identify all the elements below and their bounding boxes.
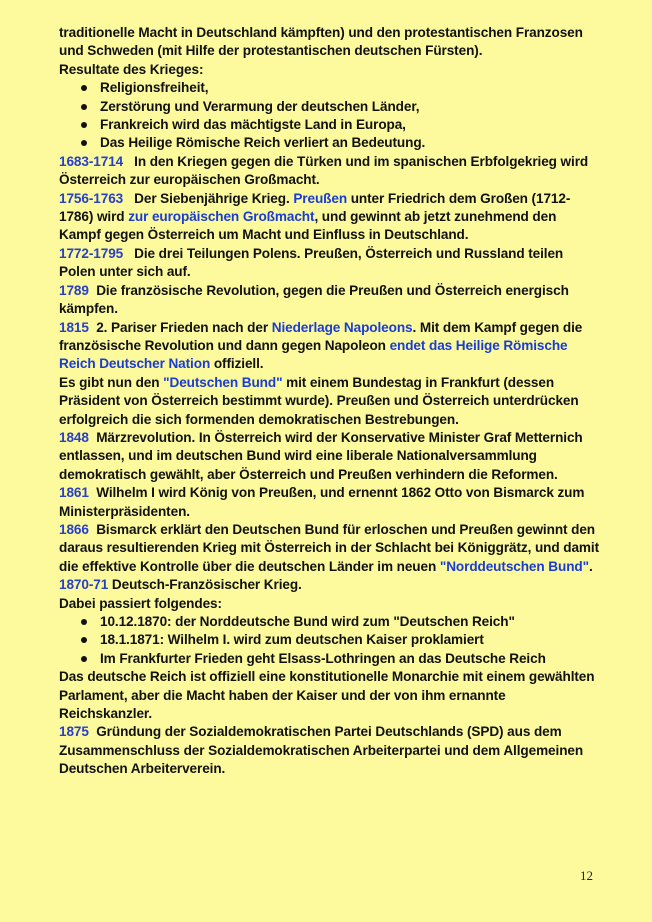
list-item: 10.12.1870: der Norddeutsche Bund wird zum "Deutschen Reich" bbox=[59, 613, 601, 631]
page-number: 12 bbox=[580, 868, 593, 883]
entry-1866: 1866 Bismarck erklärt den Deutschen Bund für erloschen und Preußen gewinnt den daraus resultierenden Krieg mit Österreich in der Schlacht bei Königgrätz, und damit die effektive Kontrolle über die deutschen Länder im neuen "Norddeutschen Bund". bbox=[59, 521, 599, 574]
list-item: Religionsfreiheit, bbox=[59, 79, 601, 97]
link-deutscher-bund[interactable]: "Deutschen Bund" bbox=[163, 374, 283, 390]
deutscher-bund-paragraph: Es gibt nun den "Deutschen Bund" mit einem Bundestag in Frankfurt (dessen Präsident von Österreich bestimmt wurde). Preußen und Österreich unterdrücken erfolgreich die sich formenden demokratischen Bestrebungen. bbox=[59, 374, 579, 427]
list-item: Frankreich wird das mächtigste Land in Europa, bbox=[59, 116, 601, 134]
year-label: 1772-1795 bbox=[59, 245, 124, 261]
year-label: 1683-1714 bbox=[59, 153, 124, 169]
entry-1683: 1683-1714 In den Kriegen gegen die Türken und im spanischen Erbfolgekrieg wird Österreich zur europäischen Großmacht. bbox=[59, 153, 589, 188]
link-norddeutscher-bund[interactable]: "Norddeutschen Bund" bbox=[439, 558, 589, 574]
events-heading: Dabei passiert folgendes: bbox=[59, 595, 222, 611]
list-item: 18.1.1871: Wilhelm I. wird zum deutschen Kaiser proklamiert bbox=[59, 631, 601, 649]
link-niederlage-napoleons[interactable]: Niederlage Napoleons bbox=[271, 319, 413, 335]
results-heading: Resultate des Krieges: bbox=[59, 61, 204, 77]
list-item: Im Frankfurter Frieden geht Elsass-Lothringen an das Deutsche Reich bbox=[59, 650, 601, 668]
intro-paragraph: traditionelle Macht in Deutschland kämpften) und den protestantischen Franzosen und Schweden (mit Hilfe der protestantischen deutschen Fürsten). bbox=[59, 25, 583, 59]
results-list bbox=[59, 79, 601, 153]
list-item: Zerstörung und Verarmung der deutschen Länder, bbox=[59, 98, 601, 116]
year-label: 1756-1763 bbox=[59, 190, 124, 206]
year-label: 1861 bbox=[59, 485, 89, 501]
year-label: 1866 bbox=[59, 521, 89, 537]
year-label: 1848 bbox=[59, 429, 89, 445]
entry-1772: 1772-1795 Die drei Teilungen Polens. Preußen, Österreich und Russland teilen Polen unter sich auf. bbox=[59, 245, 564, 280]
reich-paragraph: Das deutsche Reich ist offiziell eine konstitutionelle Monarchie mit einem gewählten Parlament, aber die Macht haben der Kaiser und der von ihm ernannte Reichskanzler. bbox=[59, 669, 595, 722]
document-body bbox=[59, 24, 601, 779]
link-grossmacht[interactable]: zur europäischen Großmacht bbox=[128, 209, 315, 225]
entry-1875: 1875 Gründung der Sozialdemokratischen Partei Deutschlands (SPD) aus dem Zusammenschluss der Sozialdemokratischen Arbeiterpartei und dem Allgemeinen Deutschen Arbeiterverein. bbox=[59, 724, 584, 777]
entry-1756: 1756-1763 Der Siebenjährige Krieg. Preußen unter Friedrich dem Großen (1712-1786) wird zur europäischen Großmacht, und gewinnt ab jetzt zunehmend den Kampf gegen Österreich um Macht und Einfluss in Deutschland. bbox=[59, 190, 571, 243]
year-label: 1875 bbox=[59, 724, 89, 740]
events-list bbox=[59, 613, 601, 668]
link-heiliges-reich[interactable]: endet das Heilige Römische Reich Deutscher Nation bbox=[59, 337, 568, 372]
entry-1861: 1861 Wilhelm I wird König von Preußen, und ernennt 1862 Otto von Bismarck zum Ministerpräsidenten. bbox=[59, 485, 585, 519]
list-item: Das Heilige Römische Reich verliert an Bedeutung. bbox=[59, 134, 601, 152]
year-label: 1789 bbox=[59, 282, 89, 298]
entry-1848: 1848 Märzrevolution. In Österreich wird der Konservative Minister Graf Metternich entlassen, und im deutschen Bund wird eine liberale Nationalversammlung demokratisch gewählt, aber Österreich und Preußen verhindern die Reformen. bbox=[59, 429, 583, 482]
entry-1789: 1789 Die französische Revolution, gegen die Preußen und Österreich energisch kämpfen. bbox=[59, 282, 569, 317]
link-preussen[interactable]: Preußen bbox=[293, 190, 348, 206]
entry-1870: 1870-71 Deutsch-Französischer Krieg. bbox=[59, 577, 302, 593]
entry-1815: 1815 2. Pariser Frieden nach der Niederlage Napoleons. Mit dem Kampf gegen die französische Revolution und dann gegen Napoleon endet das Heilige Römische Reich Deutscher Nation offiziell. bbox=[59, 319, 583, 372]
year-label: 1815 bbox=[59, 319, 89, 335]
year-label: 1870-71 bbox=[59, 577, 109, 593]
